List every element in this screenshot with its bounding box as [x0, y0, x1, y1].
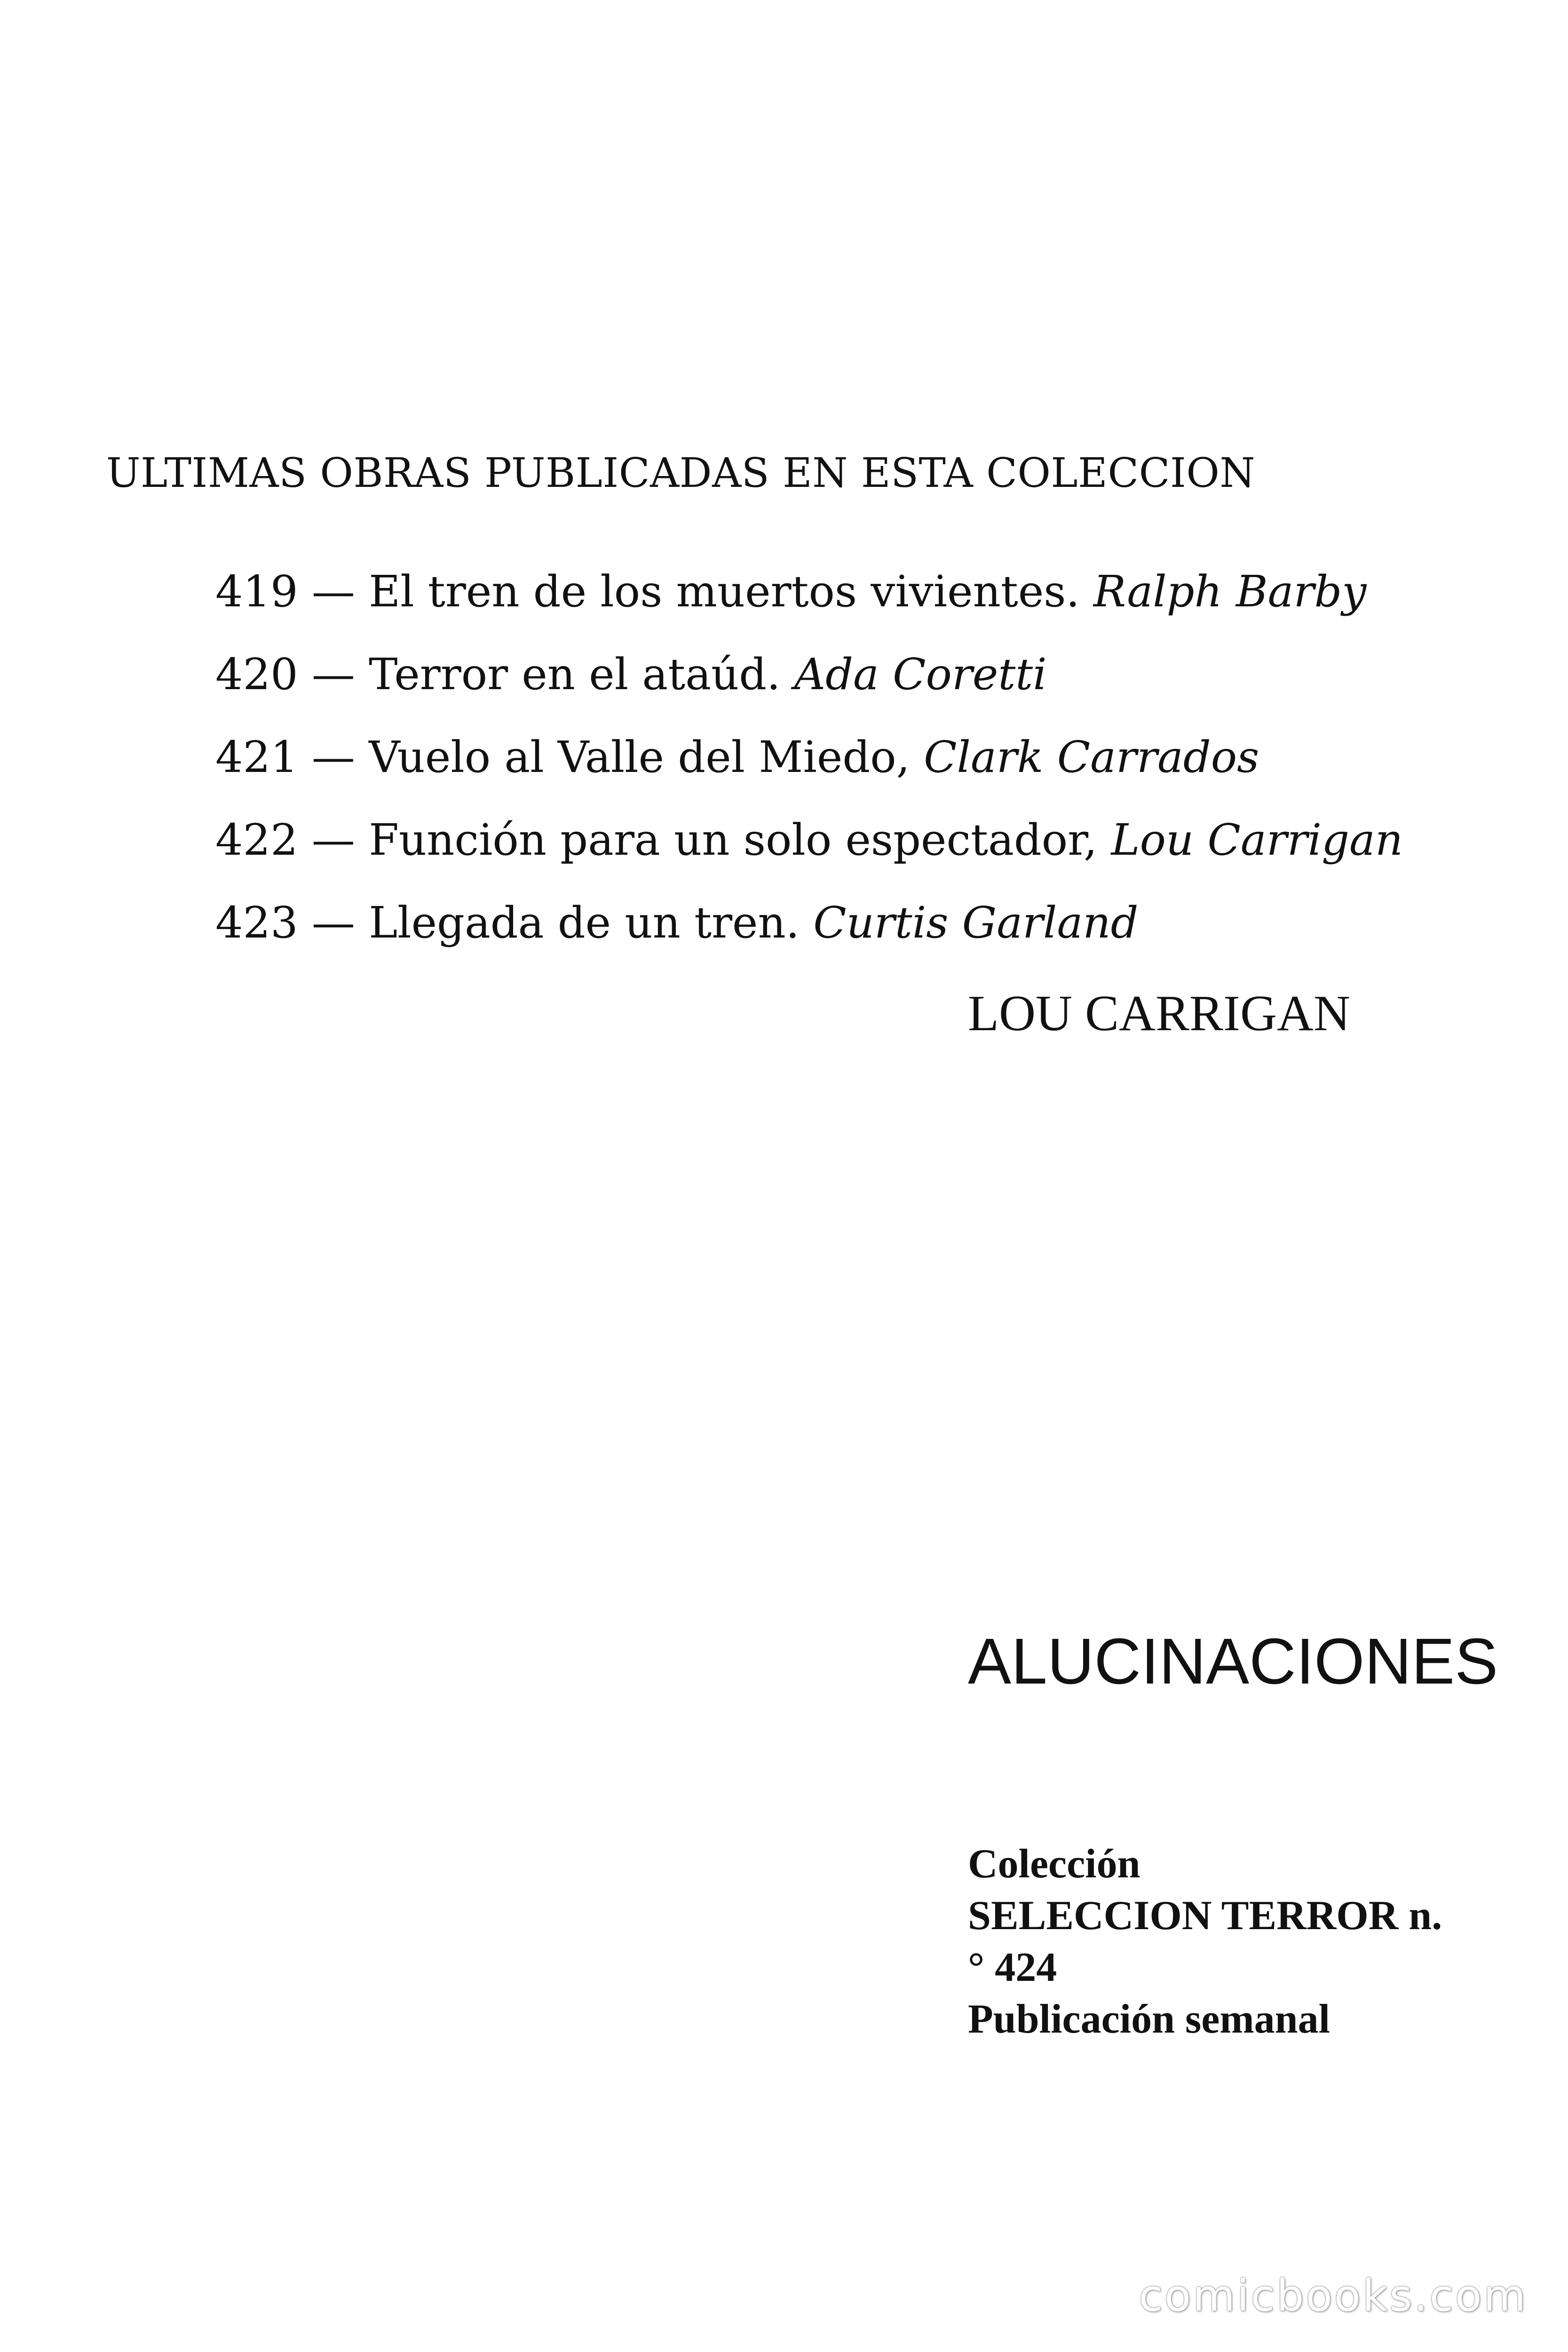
work-entry: 423 — Llegada de un tren.	[215, 898, 800, 948]
work-author: Ralph Barby	[1093, 566, 1367, 617]
work-author: Lou Carrigan	[1111, 815, 1403, 865]
imprint-block	[968, 1838, 1442, 2045]
list-heading: ULTIMAS OBRAS PUBLICADAS EN ESTA COLECCION	[106, 450, 1256, 497]
imprint-line: ° 424	[968, 1945, 1057, 1990]
published-works-list	[215, 550, 1403, 964]
imprint-line: Publicación semanal	[968, 1996, 1330, 2042]
work-entry: 419 — El tren de los muertos vivientes.	[215, 566, 1080, 617]
site-watermark: comicbooks.com	[1139, 2271, 1528, 2321]
work-entry: 420 — Terror en el ataúd.	[215, 649, 781, 699]
imprint-line: Colección	[968, 1841, 1140, 1887]
list-item	[215, 633, 1403, 716]
list-item	[215, 799, 1403, 882]
work-author: Ada Coretti	[794, 649, 1047, 699]
work-author: Clark Carrados	[924, 732, 1259, 782]
list-item	[215, 882, 1403, 964]
book-title: ALUCINACIONES	[968, 1625, 1498, 1698]
list-item	[215, 716, 1403, 799]
imprint-line: SELECCION TERROR n.	[968, 1893, 1442, 1939]
work-author: Curtis Garland	[813, 898, 1139, 948]
list-item	[215, 550, 1403, 633]
work-entry: 422 — Función para un solo espectador,	[215, 815, 1098, 865]
book-author: LOU CARRIGAN	[968, 985, 1351, 1041]
work-entry: 421 — Vuelo al Valle del Miedo,	[215, 732, 910, 782]
